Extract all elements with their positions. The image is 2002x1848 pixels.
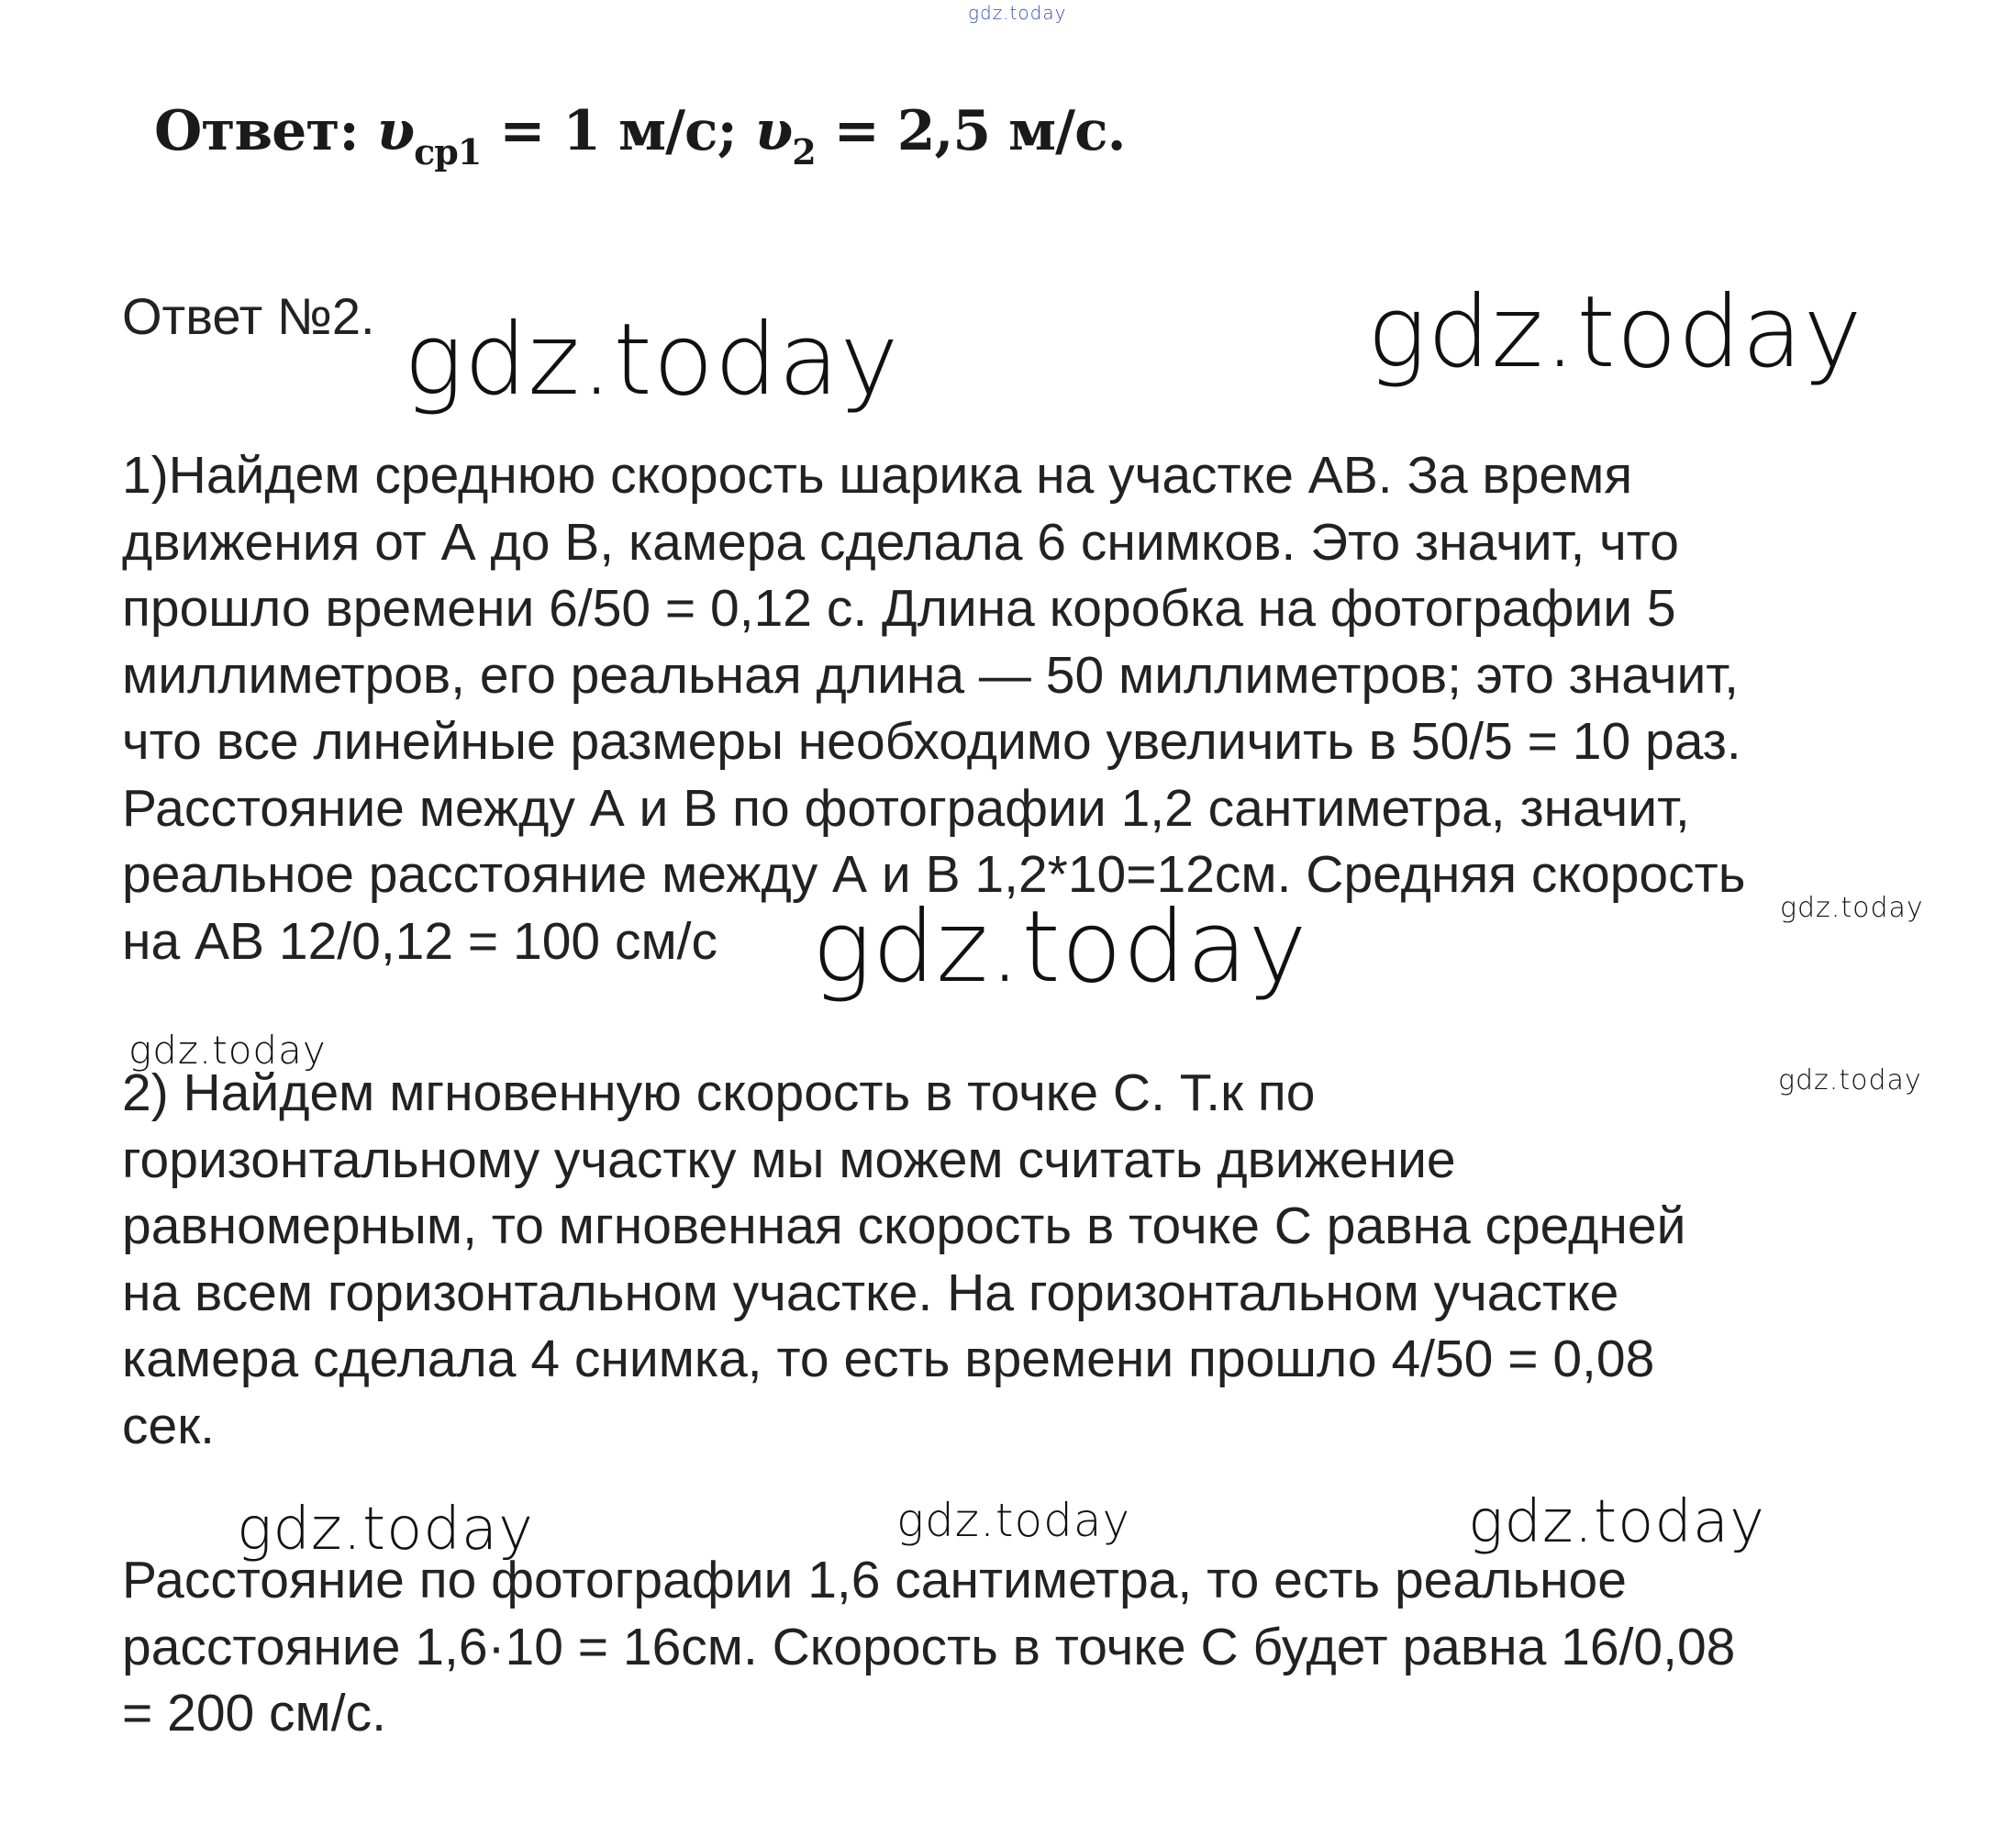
text-line: = 200 см/с. xyxy=(122,1684,386,1742)
text-line: что все линейные размеры необходимо увеличить в 50/5 = 10 раз. xyxy=(122,712,1741,771)
answer-heading: Ответ №2. xyxy=(122,287,375,345)
text-line: камера сделала 4 снимка, то есть времени прошло 4/50 = 0,08 xyxy=(122,1330,1655,1388)
watermark: gdz.today xyxy=(1468,1488,1765,1556)
watermark: gdz.today xyxy=(128,1028,327,1073)
text-line: 2) Найдем мгновенную скорость в точке С. Т.к по xyxy=(122,1063,1316,1122)
velocity-subscript-2: 2 xyxy=(792,131,816,173)
text-line: горизонтальному участку мы можем считать движение xyxy=(122,1130,1456,1189)
velocity-subscript-1: ср1 xyxy=(414,131,482,173)
text-line: на АВ 12/0,12 = 100 см/с xyxy=(122,911,717,971)
watermark: gdz.today xyxy=(1367,275,1863,390)
velocity-symbol-2: υ xyxy=(754,99,793,163)
text-line: миллиметров, его реальная длина — 50 миллиметров; это значит, xyxy=(122,645,1739,705)
watermark: gdz.today xyxy=(237,1496,534,1564)
text-line: расстояние 1,6·10 = 16см. Скорость в точке С будет равна 16/0,08 xyxy=(122,1617,1736,1676)
velocity-symbol-1: υ xyxy=(376,99,415,163)
solution-paragraph-3 xyxy=(122,1547,1957,1747)
velocity-value-1: = 1 м/с; xyxy=(481,99,755,163)
scanned-answer-line xyxy=(154,99,1126,173)
text-line: 1)Найдем среднюю скорость шарика на участке АВ. За время xyxy=(122,446,1633,505)
watermark: gdz.today xyxy=(968,2,1067,24)
text-line: движения от А до В, камера сделала 6 снимков. Это значит, что xyxy=(122,512,1679,572)
watermark: gdz.today xyxy=(1778,1064,1922,1097)
text-line: прошло времени 6/50 = 0,12 с. Длина коробка на фотографии 5 xyxy=(122,579,1676,638)
text-line: Расстояние по фотографии 1,6 сантиметра, то есть реальное xyxy=(122,1551,1627,1609)
text-line: реальное расстояние между А и В 1,2*10=12см. Средняя скорость xyxy=(122,845,1746,904)
text-line: сек. xyxy=(122,1396,215,1455)
answer-prefix: Ответ: xyxy=(154,99,377,163)
watermark: gdz.today xyxy=(812,890,1308,1005)
watermark: gdz.today xyxy=(896,1494,1131,1547)
text-line: на всем горизонтальном участке. На горизонтальном участке xyxy=(122,1263,1619,1322)
text-line: равномерным, то мгновенная скорость в точке С равна средней xyxy=(122,1197,1686,1255)
watermark: gdz.today xyxy=(1780,892,1924,924)
velocity-value-2: = 2,5 м/с. xyxy=(815,99,1126,163)
watermark: gdz.today xyxy=(404,303,900,417)
text-line: Расстояние между А и В по фотографии 1,2 сантиметра, значит, xyxy=(122,778,1690,838)
solution-paragraph-2 xyxy=(122,1060,1957,1459)
